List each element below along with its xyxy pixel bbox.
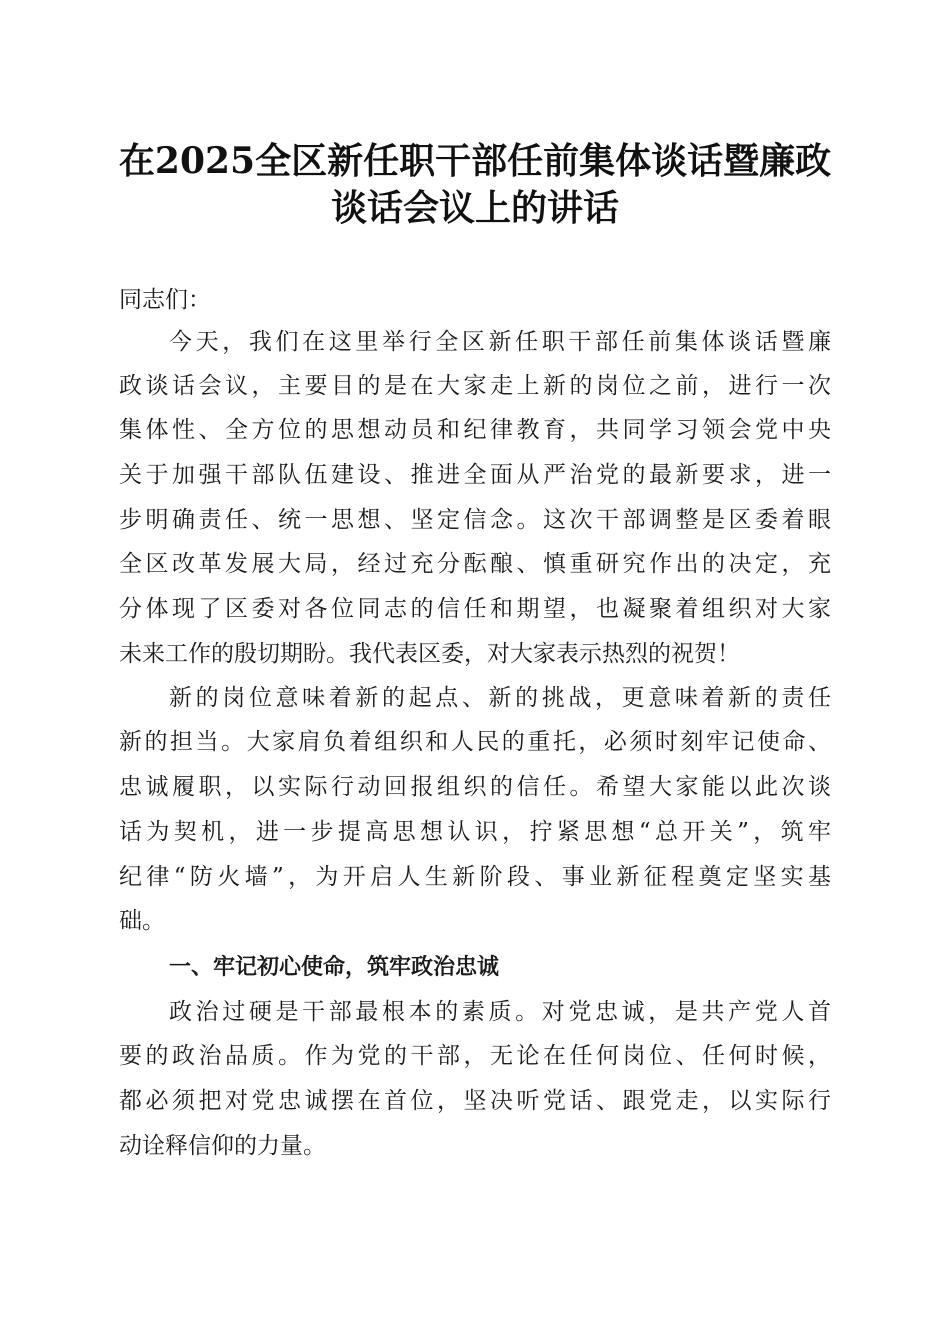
paragraph-1-line: 未来工作的殷切期盼。我代表区委，对大家表示热烈的祝贺！ — [119, 641, 740, 667]
paragraph-2-line: 话为契机，进一步提高思想认识，拧紧思想“总开关”，筑牢 — [119, 819, 831, 845]
paragraph-2-line: 纪律“防火墙”，为开启人生新阶段、事业新征程奠定坚实基 — [119, 864, 831, 890]
paragraph-2-line: 新的担当。大家肩负着组织和人民的重托，必须时刻牢记使命、 — [119, 729, 831, 755]
paragraph-3-line: 动诠释信仰的力量。 — [119, 1133, 326, 1159]
paragraph-2-line: 忠诚履职，以实际行动回报组织的信任。希望大家能以此次谈 — [119, 774, 831, 800]
salutation: 同志们： — [119, 287, 211, 313]
paragraph-2-line: 新的岗位意味着新的起点、新的挑战，更意味着新的责任 — [169, 685, 831, 711]
paragraph-2-line: 础。 — [119, 908, 165, 934]
paragraph-1-line: 集体性、全方位的思想动员和纪律教育，共同学习领会党中央 — [119, 417, 831, 443]
document-title-line-1: 在2025全区新任职干部任前集体谈话暨廉政 — [118, 140, 832, 182]
paragraph-1-line: 步明确责任、统一思想、坚定信念。这次干部调整是区委着眼 — [119, 507, 831, 533]
paragraph-1-line: 全区改革发展大局，经过充分酝酿、慎重研究作出的决定，充 — [119, 551, 831, 577]
paragraph-1-line: 分体现了区委对各位同志的信任和期望，也凝聚着组织对大家 — [119, 596, 831, 622]
section-heading: 一、牢记初心使命，筑牢政治忠诚 — [169, 955, 500, 980]
paragraph-3-line: 政治过硬是干部最根本的素质。对党忠诚，是共产党人首 — [169, 999, 831, 1025]
paragraph-1-line: 关于加强干部队伍建设、推进全面从严治党的最新要求，进一 — [119, 462, 831, 488]
paragraph-3-line: 要的政治品质。作为党的干部，无论在任何岗位、任何时候， — [119, 1043, 831, 1069]
paragraph-3-line: 都必须把对党忠诚摆在首位，坚决听党话、跟党走，以实际行 — [119, 1088, 831, 1114]
paragraph-1-line: 今天，我们在这里举行全区新任职干部任前集体谈话暨廉 — [169, 329, 831, 355]
paragraph-1-line: 政谈话会议，主要目的是在大家走上新的岗位之前，进行一次 — [119, 373, 831, 399]
document-title-line-2: 谈话会议上的讲话 — [330, 187, 619, 229]
